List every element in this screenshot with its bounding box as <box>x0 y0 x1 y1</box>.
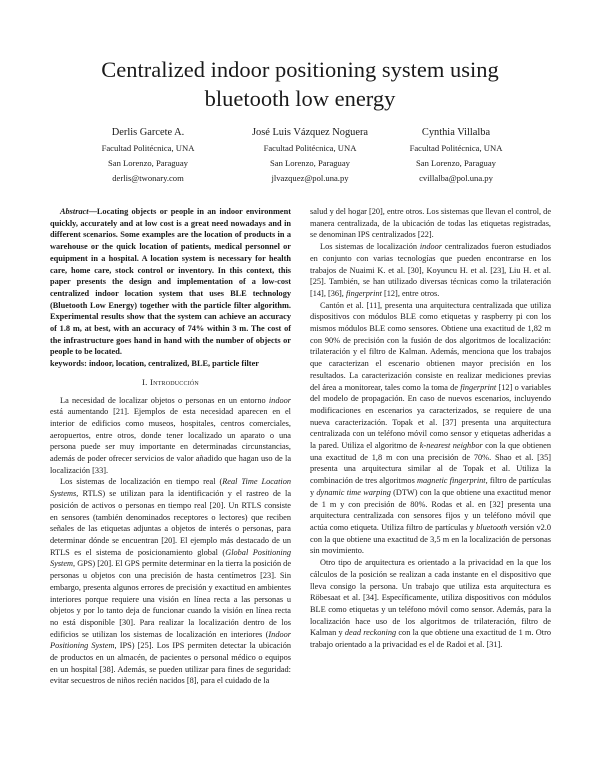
text-run: versión v2.0 con la que obtiene una exactitud de 3,5 m en la localización de personas sin movimiento. <box>310 522 552 556</box>
text-run: Cantón et al. [11], presenta una arquitectura centralizada que utiliza dispositivos con módulos BLE como etiquetas y raspberry pi con los mismos módulos BLE como sensores. Obtiene una exactitud de 1,82 m con 90% de precisión con la fusión de dos algoritmos de localización: trilateración y el filtro de Kalman. Además, menciona que los trabajos que caracterizan el escenario obtienen mayor precisión en los resultados. La caracterización consiste en realizar mediciones previas del área a monitorear, tales como la toma de <box>310 300 551 392</box>
author-city: San Lorenzo, Paraguay <box>270 158 350 168</box>
paragraph <box>310 300 551 557</box>
author-city: San Lorenzo, Paraguay <box>416 158 496 168</box>
abstract-dash: — <box>88 207 97 216</box>
italic-term: Global Positioning System <box>50 547 292 569</box>
text-run: con la que obtienen una exactitud de 1,8 m con una precisión de 70%. Shao et al. [35] presenta una arquitectura similar al de Topak et al. Utiliza la combinación de tres algoritmos <box>310 441 551 486</box>
italic-term: indoor <box>419 242 442 252</box>
text-run: [12], entre otros. <box>381 288 440 298</box>
italic-term: Indoor Positioning System <box>50 629 291 651</box>
text-run: [12] o variables del modelo de propagación. En caso de nuevos escenarios, incluyendo modificaciones en escenarios ya caracterizados, se requiere de una nueva caracterización. Topak et al. [37] presenta una arquitectura centralizada con un teléfono móvil como sensor y etiquetas adheridas a la pared. Utiliza el algoritmo de <box>310 382 551 451</box>
paper-title <box>0 55 600 113</box>
section-number: I. <box>142 376 148 387</box>
italic-term: Real Time Location Systems <box>50 477 291 499</box>
text-run: , GPS) [20]. El GPS permite determinar en la tierra la posición de personas u objetos con una precisión de hasta centímetros [23]. Sin embargo, presenta algunos errores de precisión y exactitud en ambientes interiores porque requiere una visión en línea recta a las personas u objetos y por lo tanto deja de funcionar cuando la visión en línea recta no está disponible [30]. Para realizar la localización dentro de los edificios se utilizan los sistemas de localización en interiores ( <box>50 559 292 639</box>
section-title: Introducción <box>149 376 199 387</box>
text-run: Otro tipo de arquitectura es orientado a la privacidad en la que los cálculos de la posición se realizan a cada instante en el dispositivo que lleva consigo la persona. Un trabajo que utiliza esta arquitectura es Röbesaat et al. [34]. Específicamente, utiliza dispositivos con módulos BLE como etiquetas y un teléfono móvil como sensor. Además, para la localización hace uso de los algoritmos de trilateración, filtro de Kalman y <box>310 558 551 638</box>
section-heading <box>50 377 291 389</box>
text-run: Los sistemas de localización en tiempo real ( <box>60 477 223 487</box>
italic-term: indoor <box>268 395 291 405</box>
author-block-3 <box>356 125 556 186</box>
right-column <box>310 206 551 651</box>
author-affiliation: Facultad Politécnica, UNA <box>101 143 195 153</box>
author-email: cvillalba@pol.una.py <box>419 173 493 183</box>
italic-term: fingerprint <box>460 382 497 392</box>
title-line-2: bluetooth low energy <box>204 86 396 111</box>
italic-term: k-nearest neighbor <box>419 441 483 451</box>
abstract <box>50 206 291 358</box>
author-name: Derlis Garcete A. <box>111 127 185 138</box>
text-run: , RTLS) se utilizan para la identificación y el rastreo de la posición de activos o personas en tiempo real [20]. Un RTLS consiste en sensores (también denominados receptores o lectores) que reciben señales de las etiquetas adjuntas a objetos de interés o personas, para determinar dónde se encuentran [20]. El ejemplo más destacado de un RTLS es el sistema de posicionamiento global ( <box>50 489 291 557</box>
text-run: con la que obtiene una exactitud de 1 m. Otro trabajo orientado a la privacidad es el de Radoi et al. [31]. <box>310 628 551 650</box>
author-city: San Lorenzo, Paraguay <box>108 158 188 168</box>
paragraph: salud y del hogar [20], entre otros. Los sistemas que llevan el control, de manera centralizada, de la ubicación de todas las etiquetas registradas, se denominan IPS centralizados [22]. <box>310 207 552 240</box>
author-name: José Luis Vázquez Noguera <box>251 127 369 138</box>
text-run: (DTW) con la que obtiene una exactitud menor de 1 m y con precisión de 80%. Rodas et al. en [32] presenta una arquitectura centralizada con sensores fijos y un teléfono móvil que actúa como etiqueta. Utiliza filtro de partículas y <box>310 487 551 532</box>
text-run: , IPS) [25]. Los IPS permiten detectar la ubicación de productos en un almacén, de pacientes o personal médico o equipos en un hospital [38]. Además, se pueden utilizar para fines de seguridad: evitar secuestros de niños recién nacidos [8], para el cuidado de la <box>50 641 291 686</box>
title-line-1: Centralized indoor positioning system using <box>101 57 499 82</box>
italic-term: dynamic time warping <box>316 487 391 497</box>
text-run: , filtro de partículas y <box>310 476 551 497</box>
author-name: Cynthia Villalba <box>421 127 491 138</box>
left-column <box>50 206 291 687</box>
paragraph <box>50 395 291 477</box>
author-affiliation: Facultad Politécnica, UNA <box>263 143 357 153</box>
text-run: Los sistemas de localización <box>320 242 420 252</box>
text-run: La necesidad de localizar objetos o personas en un entorno <box>60 395 269 405</box>
italic-term: dead reckoning <box>344 628 397 638</box>
paragraph <box>310 241 551 300</box>
author-email: derlis@twonary.com <box>112 173 184 183</box>
abstract-lead: Abstract <box>60 207 89 216</box>
author-email: jlvazquez@pol.una.py <box>271 173 349 183</box>
text-run: centralizados fueron estudiados en conjunto con varias tecnologías que pueden encontrarse en los trabajos de Nuaimi K. et al. [30], Koyuncu H. et al. [23], Liu H. et al. [25]. También, se han utilizado diversas técnicas como la trilateración [14], [36], <box>310 242 551 298</box>
paragraph <box>50 476 291 687</box>
abstract-text: Locating objects or people in an indoor environment quickly, accurately and at low cost is a great need nowadays and in different scenarios. Some examples are the location of products in a warehouse or the quick location of patients, medical personnel or equipment in a hospital. A location system is necessary for health care, home care, stock control or inventory. In this context, this paper presents the design and implementation of a low-cost centralized indoor location system that uses BLE technology (Bluetooth Low Energy) together with the particle filter algorithm. Experimental results show that the system can achieve an accuracy of 1.8 m, at best, with an accuracy of 74% within 3 m. The cost of the infrastructure goes hand in hand with the number of objects or people to be located. <box>50 207 291 357</box>
italic-term: fingerprint <box>345 288 382 298</box>
author-affiliation: Facultad Politécnica, UNA <box>409 143 503 153</box>
italic-term: magnetic fingerprint <box>417 476 486 486</box>
keywords: keywords: indoor, location, centralized, BLE, particle filter <box>50 359 259 369</box>
italic-term: bluetooth <box>476 522 508 532</box>
text-run: está aumentando [21]. Ejemplos de esta necesidad aparecen en el interior de edificios como museos, hospitales, centros comerciales, aeropuertos, entre otros, donde tener localizado un aparato o una persona puede ser muy importante en determinadas circunstancias, además de poder ofrecer servicios de valor añadido que hagan uso de la localización [33]. <box>50 407 291 475</box>
paragraph <box>310 557 551 651</box>
